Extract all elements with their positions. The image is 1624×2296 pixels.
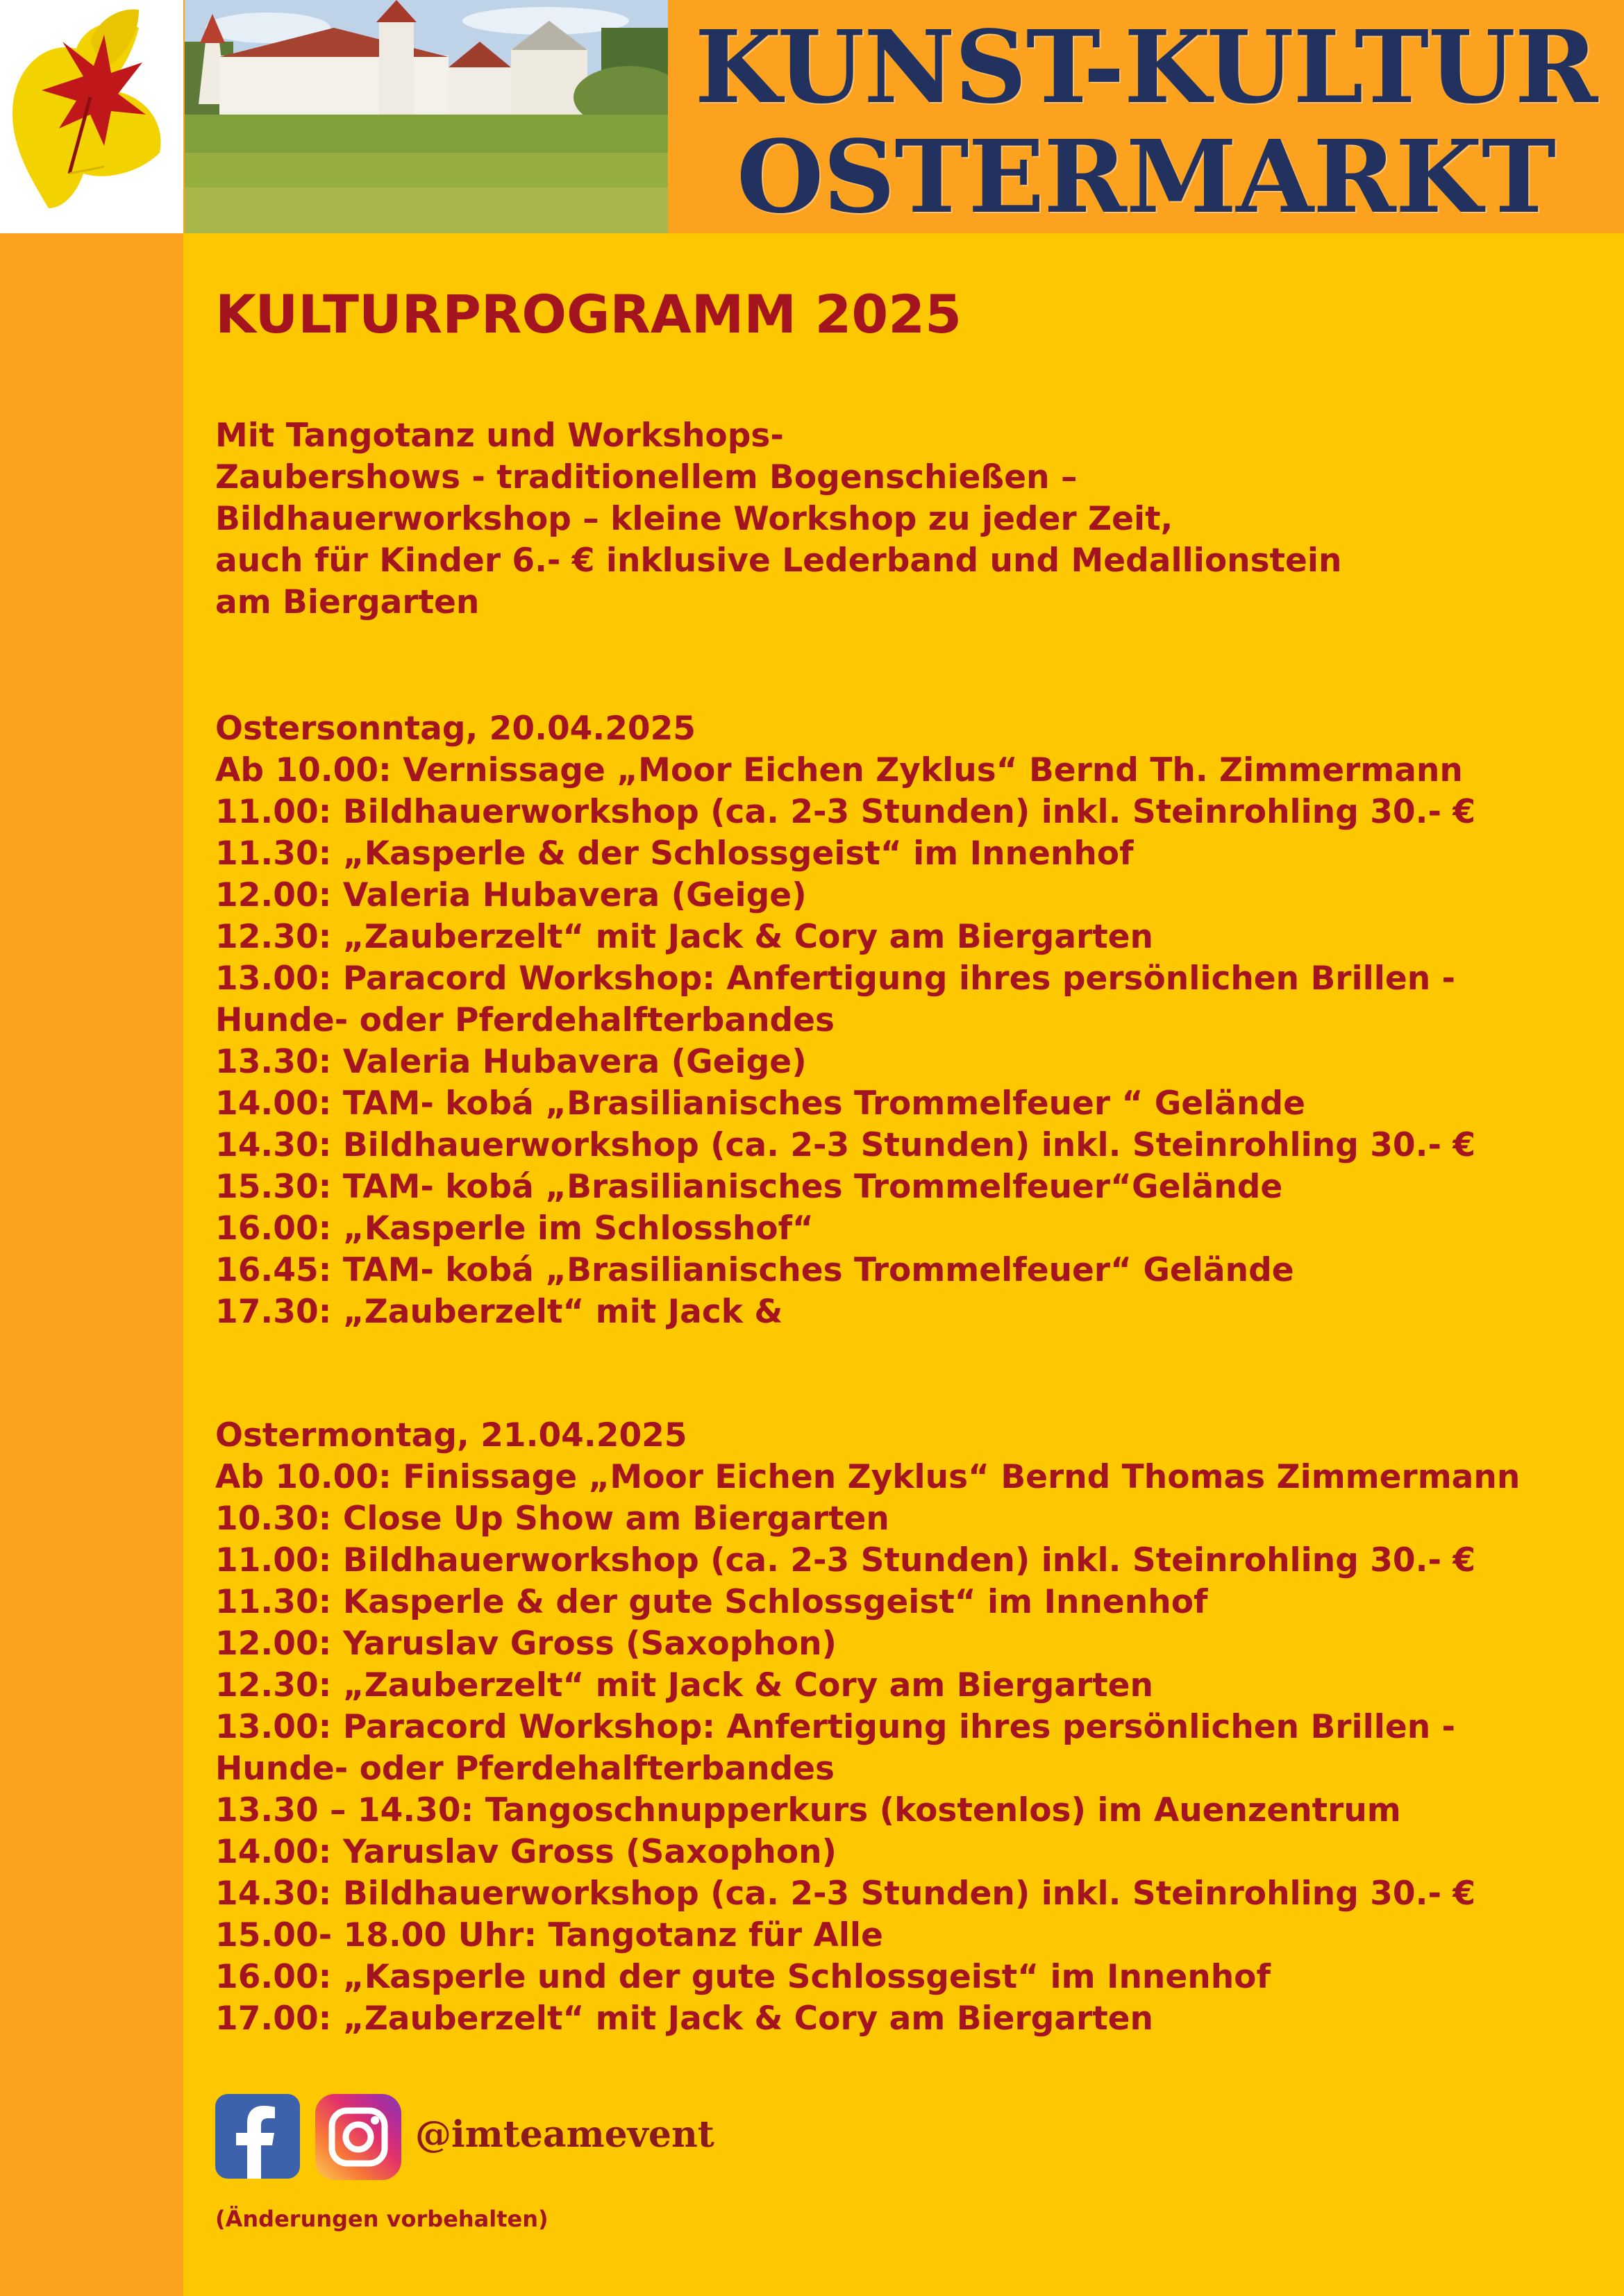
changes-note: (Änderungen vorbehalten)	[215, 2206, 549, 2232]
schedule-item: Hunde- oder Pferdehalfterbandes	[215, 1001, 835, 1039]
schedule-item: 16.00: „Kasperle im Schlosshof“	[215, 1209, 814, 1248]
page-title	[668, 8, 1624, 235]
day2-heading: Ostermontag, 21.04.2025	[215, 1416, 687, 1455]
schedule-item: Hunde- oder Pferdehalfterbandes	[215, 1750, 835, 1788]
schedule-item: Ab 10.00: Vernissage „Moor Eichen Zyklus“ Bernd Th. Zimmermann	[215, 751, 1463, 789]
schedule-item: 12.00: Yaruslav Gross (Saxophon)	[215, 1625, 837, 1663]
leaf-logo	[0, 0, 183, 233]
title-line-2: OSTERMARKT	[736, 118, 1556, 235]
intro-line: am Biergarten	[215, 583, 480, 621]
schedule-item: 11.30: „Kasperle & der Schlossgeist“ im Innenhof	[215, 835, 1134, 873]
day1-schedule	[215, 708, 1475, 1333]
castle-photo	[185, 0, 668, 233]
schedule-item: 12.30: „Zauberzelt“ mit Jack & Cory am Biergarten	[215, 1666, 1154, 1704]
schedule-item: 14.00: Yaruslav Gross (Saxophon)	[215, 1833, 837, 1871]
schedule-item: 13.30: Valeria Hubavera (Geige)	[215, 1043, 807, 1081]
intro-text	[215, 415, 1341, 623]
schedule-item: 11.00: Bildhauerworkshop (ca. 2-3 Stunden) inkl. Steinrohling 30.- €	[215, 793, 1476, 831]
intro-line: Mit Tangotanz und Workshops-	[215, 417, 784, 455]
schedule-item: 13.00: Paracord Workshop: Anfertigung ihres persönlichen Brillen -	[215, 960, 1456, 998]
schedule-item: 11.30: Kasperle & der gute Schlossgeist“ im Innenhof	[215, 1583, 1208, 1621]
schedule-item: 13.30 – 14.30: Tangoschnupperkurs (kostenlos) im Auenzentrum	[215, 1791, 1401, 1829]
schedule-item: 12.30: „Zauberzelt“ mit Jack & Cory am Biergarten	[215, 918, 1154, 956]
schedule-item: 14.30: Bildhauerworkshop (ca. 2-3 Stunden) inkl. Steinrohling 30.- €	[215, 1875, 1476, 1913]
title-line-1: KUNST-KULTUR	[694, 8, 1598, 126]
ginkgo-maple-leaf-icon	[0, 0, 183, 233]
facebook-icon[interactable]	[215, 2094, 300, 2179]
day2-schedule	[215, 1415, 1520, 2040]
schedule-item: 10.30: Close Up Show am Biergarten	[215, 1500, 889, 1538]
left-side-band	[0, 0, 183, 2296]
schedule-item: 14.00: TAM- kobá „Brasilianisches Trommelfeuer “ Gelände	[215, 1084, 1305, 1123]
intro-line: Bildhauerworkshop – kleine Workshop zu jeder Zeit,	[215, 500, 1173, 538]
instagram-icon[interactable]	[315, 2094, 401, 2180]
intro-line: auch für Kinder 6.- € inklusive Lederband und Medallionstein	[215, 542, 1342, 580]
schedule-item: 16.00: „Kasperle und der gute Schlossgeist“ im Innenhof	[215, 1958, 1271, 1996]
schedule-item: 11.00: Bildhauerworkshop (ca. 2-3 Stunden) inkl. Steinrohling 30.- €	[215, 1541, 1476, 1579]
day1-heading: Ostersonntag, 20.04.2025	[215, 710, 696, 748]
schedule-item: 14.30: Bildhauerworkshop (ca. 2-3 Stunden) inkl. Steinrohling 30.- €	[215, 1126, 1476, 1164]
schedule-item: 12.00: Valeria Hubavera (Geige)	[215, 876, 807, 914]
schedule-item: 16.45: TAM- kobá „Brasilianisches Trommelfeuer“ Gelände	[215, 1251, 1294, 1289]
schedule-item: 17.00: „Zauberzelt“ mit Jack & Cory am Biergarten	[215, 2000, 1154, 2038]
schedule-item: 13.00: Paracord Workshop: Anfertigung ihres persönlichen Brillen -	[215, 1708, 1456, 1746]
program-title: KULTURPROGRAMM 2025	[215, 283, 962, 345]
schedule-item: 15.00- 18.00 Uhr: Tangotanz für Alle	[215, 1916, 883, 1954]
schedule-item: Ab 10.00: Finissage „Moor Eichen Zyklus“ Bernd Thomas Zimmermann	[215, 1458, 1521, 1496]
schedule-item: 15.30: TAM- kobá „Brasilianisches Trommelfeuer“Gelände	[215, 1168, 1283, 1206]
intro-line: Zaubershows - traditionellem Bogenschießen –	[215, 458, 1078, 496]
schedule-item: 17.30: „Zauberzelt“ mit Jack &	[215, 1293, 783, 1331]
social-handle[interactable]: @imteamevent	[415, 2113, 714, 2156]
